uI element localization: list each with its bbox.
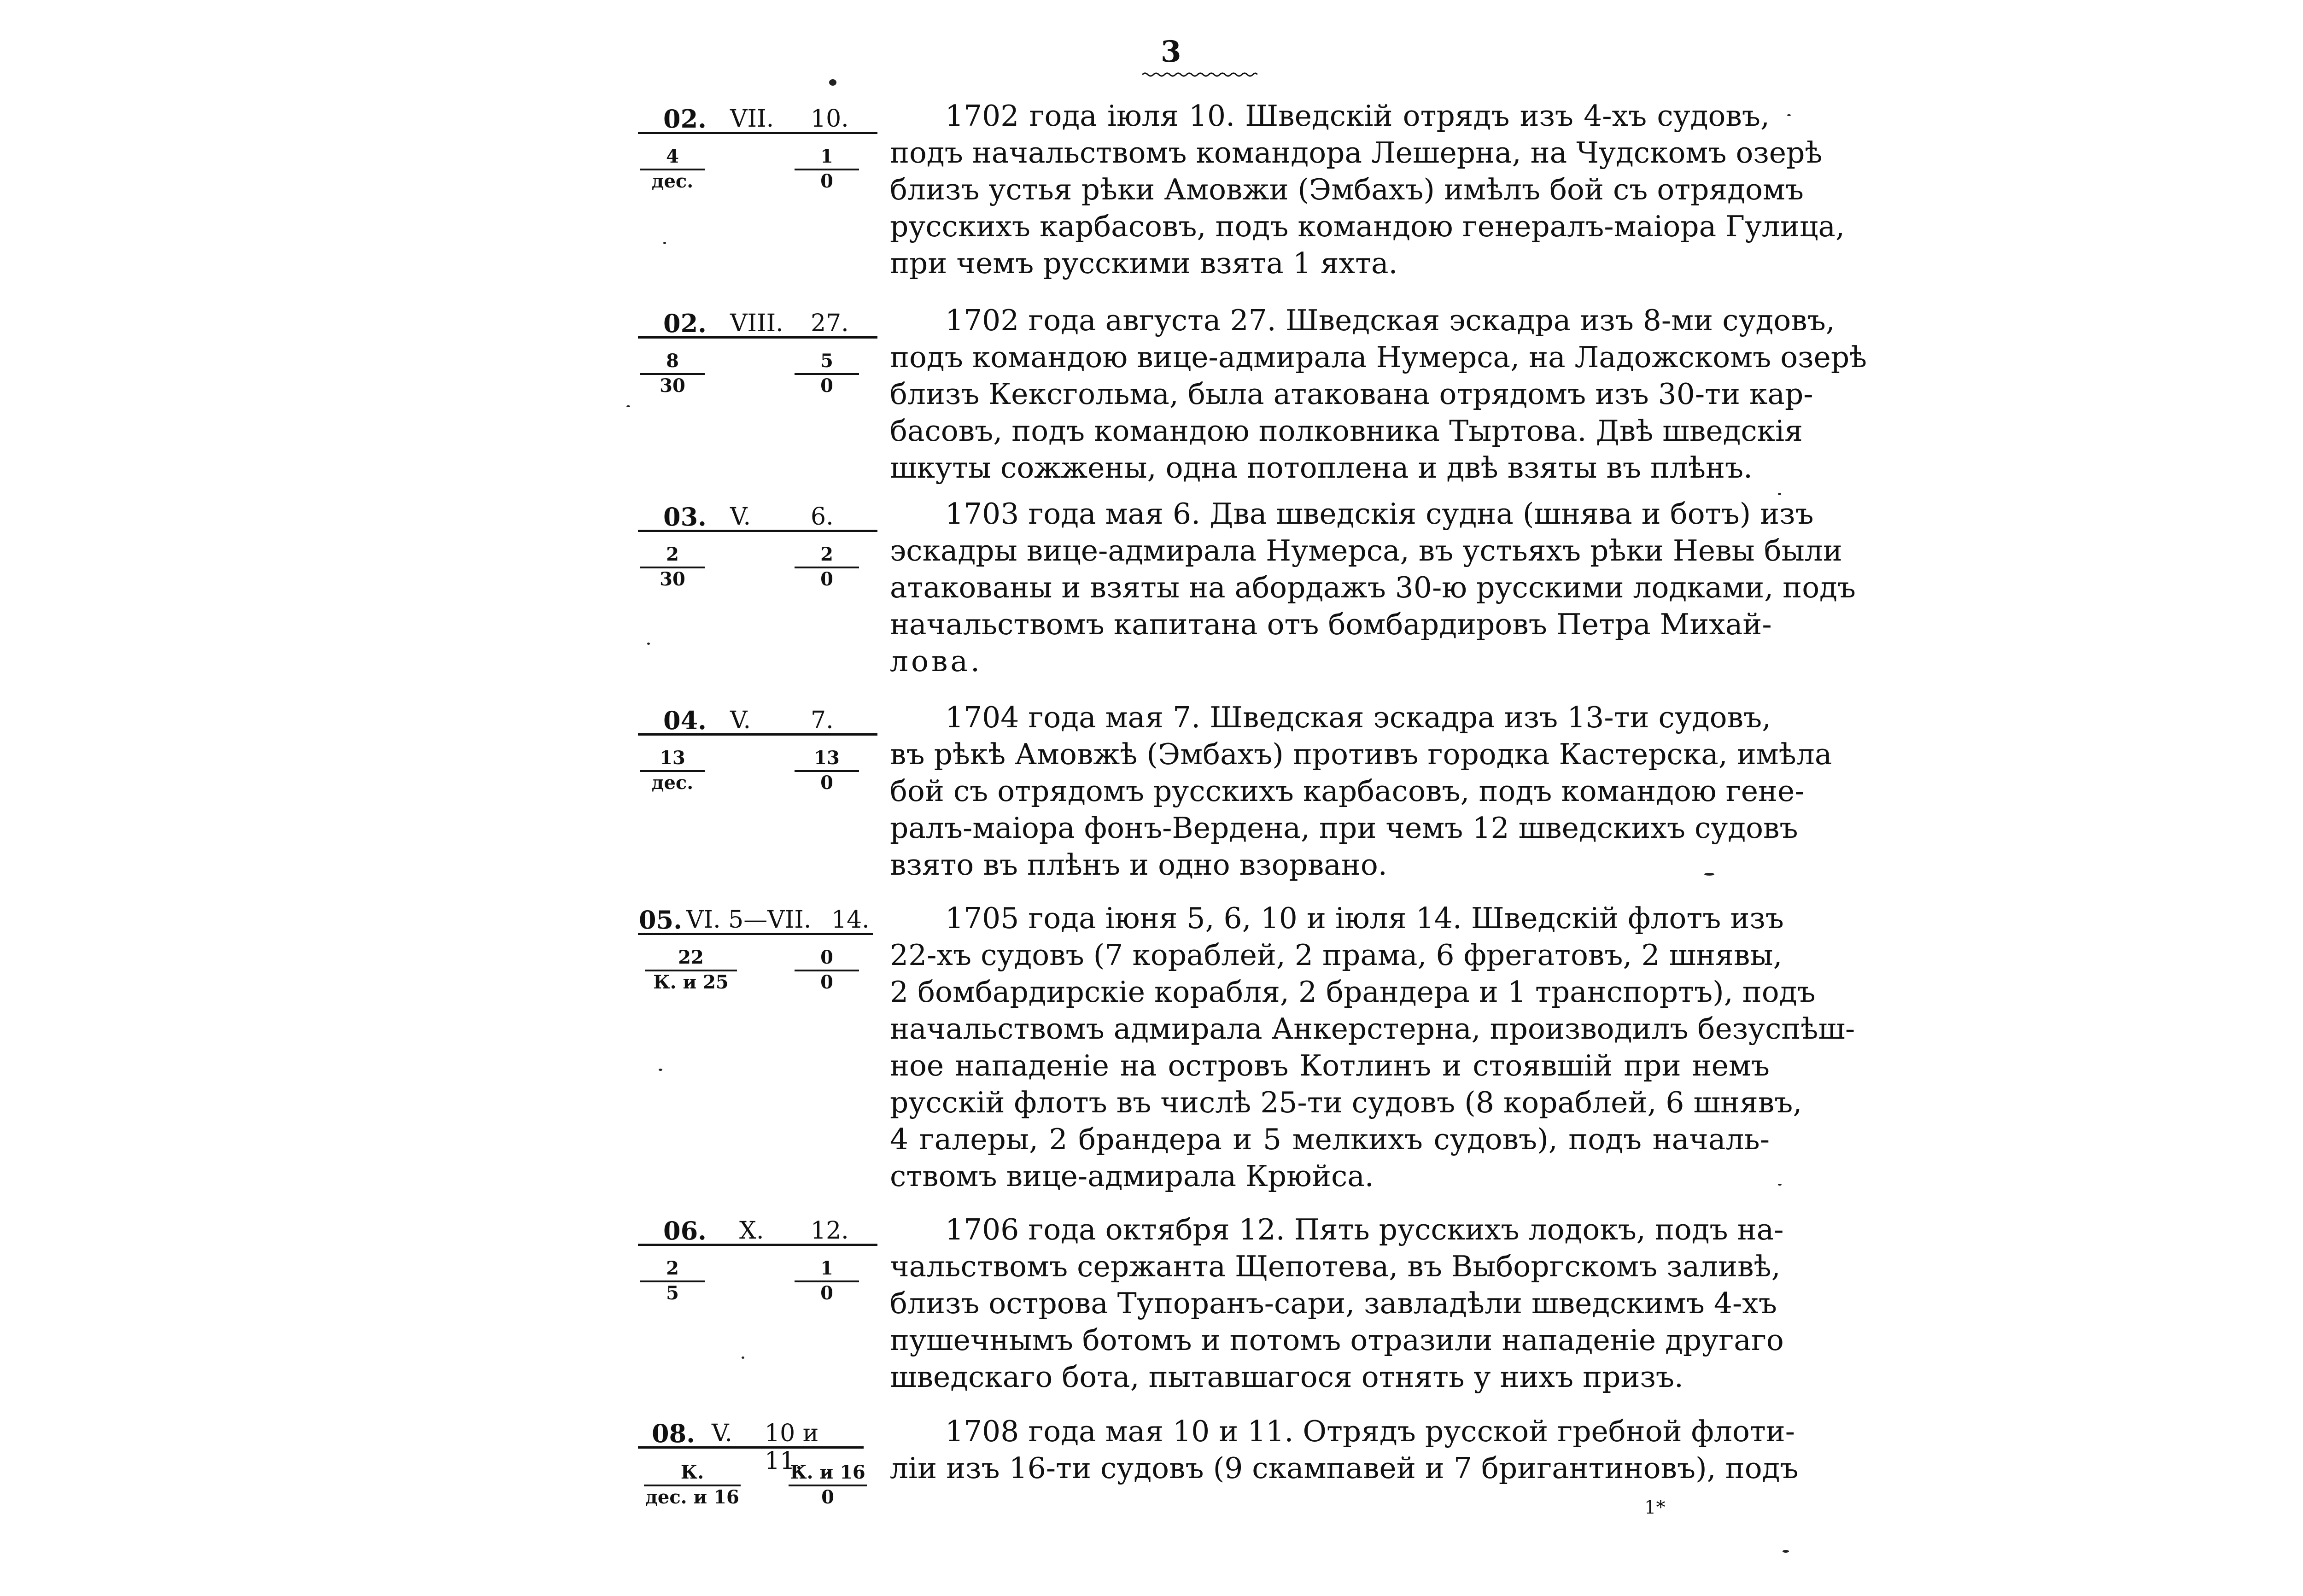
text-line: чальствомъ сержанта Щепотева, въ Выборгскомъ заливѣ, [890,1250,1781,1283]
text-line: 1703 года мая 6. Два шведскія судна (шнява и ботъ) изъ [945,497,1814,531]
text-line: русскій флотъ въ числѣ 25-ти судовъ (8 кораблей, 6 шнявъ, [890,1086,1802,1119]
text-line: 1706 года октября 12. Пять русскихъ лодокъ, подъ на- [945,1213,1784,1246]
text-line: русскихъ карбасовъ, подъ командою генералъ-маіора Гулица, [890,210,1845,243]
entry-date-header [638,1216,877,1246]
left-force-fraction [640,146,705,192]
entry-day: 10. [811,105,849,133]
text-line: шведскаго бота, пытавшагося отнять у нихъ призъ. [890,1360,1683,1394]
entry-month: V. [730,707,751,734]
right-fraction-denominator: 0 [820,971,833,993]
text-line: басовъ, подъ командою полковника Тыртова. Двѣ шведскія [890,414,1803,448]
right-force-fraction [795,544,859,590]
text-line: бой съ отрядомъ русскихъ карбасовъ, подъ командою гене- [890,774,1805,808]
page-number-wavy-rule [1142,71,1257,78]
left-fraction-denominator: 30 [660,375,685,397]
left-fraction-denominator: 5 [666,1282,679,1304]
text-line: 1702 года іюля 10. Шведскій отрядъ изъ 4-хъ судовъ, [945,99,1770,133]
entry-text [890,496,1856,680]
scan-speck [663,242,666,244]
right-fraction-denominator: 0 [820,1282,833,1304]
left-fraction-numerator: 22 [645,947,737,971]
text-line: пушечнымъ ботомъ и потомъ отразили нападеніе другаго [890,1323,1784,1357]
text-line: ралъ-маіора фонъ-Вердена, при чемъ 12 шведскихъ судовъ [890,811,1798,845]
text-line: при чемъ русскими взята 1 яхта. [890,246,1398,280]
text-line: 1708 года мая 10 и 11. Отрядъ русской гребной флоти- [945,1415,1795,1448]
right-force-fraction [795,351,859,396]
page-number: 3 [1161,35,1181,69]
scan-speck [1778,493,1781,495]
text-line: 1705 года іюня 5, 6, 10 и іюля 14. Шведскій флотъ изъ [945,901,1784,935]
entry-month: VII. [730,105,774,133]
right-force-fraction [795,146,859,192]
text-line: 1702 года августа 27. Шведская эскадра изъ 8-ми судовъ, [945,304,1835,337]
right-fraction-denominator: 0 [820,170,833,192]
entry-day: 12. [811,1217,849,1245]
entry-month: VIII. [730,310,783,337]
entry-text [890,699,1832,883]
left-fraction-denominator: дес. [651,772,694,794]
right-fraction-denominator: 0 [820,568,833,590]
text-line: въ рѣкѣ Амовжѣ (Эмбахъ) противъ городка Кастерска, имѣла [890,737,1832,771]
scan-speck [1704,873,1714,876]
entry-day: 14. [831,906,870,934]
right-fraction-numerator: 1 [795,146,859,170]
left-fraction-numerator: 8 [640,351,705,375]
signature-mark: 1* [1644,1497,1666,1518]
right-fraction-denominator: 0 [820,375,833,397]
left-force-fraction [640,1258,705,1304]
entry-text [890,98,1845,282]
right-fraction-numerator: 5 [795,351,859,375]
right-fraction-numerator: 1 [795,1258,859,1282]
right-force-fraction [789,1462,867,1508]
entry-date-header [638,905,873,935]
right-fraction-denominator: 0 [820,772,833,794]
entry-text [890,900,1855,1195]
right-fraction-numerator: 2 [795,544,859,568]
entry-month: V. [730,503,751,531]
text-line: близъ Кексгольма, была атакована отрядомъ изъ 30-ти кар- [890,377,1813,411]
scan-speck [1787,114,1791,116]
entry-day: 10 и 11. [765,1420,819,1475]
text-line: близъ острова Тупоранъ-сари, завладѣли шведскимъ 4-хъ [890,1286,1777,1320]
entry-year: 06. [663,1216,707,1245]
left-force-fraction [640,748,705,793]
entry-date-header [638,104,877,134]
scan-speck [659,1069,662,1071]
scan-speck [1778,1184,1782,1186]
scan-speck [626,405,630,407]
text-line: эскадры вице-адмирала Нумерса, въ устьяхъ рѣки Невы были [890,534,1842,567]
right-fraction-numerator: 13 [795,748,859,772]
scan-speck [742,1356,744,1359]
left-fraction-denominator: К. и 25 [653,971,729,993]
left-fraction-numerator: 2 [640,544,705,568]
scan-speck [829,79,836,86]
entry-day: 6. [811,503,834,531]
entry-text [890,1211,1784,1396]
left-fraction-denominator: дес. [651,170,694,192]
entry-year: 02. [663,104,707,134]
text-line: подъ начальствомъ командора Лешерна, на Чудскомъ озерѣ [890,136,1823,170]
text-line: подъ командою вице-адмирала Нумерса, на Ладожскомъ озерѣ [890,340,1867,374]
right-fraction-denominator: 0 [821,1486,834,1508]
entry-year: 05. [639,905,682,935]
left-force-fraction [640,351,705,396]
scan-speck [647,643,650,645]
right-force-fraction [795,1258,859,1304]
entry-year: 03. [663,502,707,532]
right-force-fraction [795,947,859,993]
text-line: ліи изъ 16-ти судовъ (9 скампавей и 7 бригантиновъ), подъ [890,1451,1799,1485]
entry-date-header [638,309,877,339]
text-line: атакованы и взяты на абордажъ 30-ю русскими лодками, подъ [890,571,1856,604]
text-line: шкуты сожжены, одна потоплена и двѣ взяты въ плѣнъ. [890,451,1753,485]
right-fraction-numerator: 0 [795,947,859,971]
entry-date-header [638,502,877,532]
text-line: 22-хъ судовъ (7 кораблей, 2 прама, 6 фрегатовъ, 2 шнявы, [890,938,1783,972]
text-line: 2 бомбардирскіе корабля, 2 брандера и 1 транспортъ), подъ [890,975,1816,1009]
left-force-fraction [644,1462,741,1508]
left-fraction-numerator: 2 [640,1258,705,1282]
entry-month: X. [739,1217,764,1245]
right-fraction-numerator: К. и 16 [789,1462,867,1486]
text-line: ствомъ вице-адмирала Крюйса. [890,1159,1374,1193]
text-line: 1704 года мая 7. Шведская эскадра изъ 13-ти судовъ, [945,701,1771,734]
text-line: 4 галеры, 2 брандера и 5 мелкихъ судовъ), подъ началь- [890,1122,1770,1156]
left-force-fraction [640,544,705,590]
entry-day: 7. [811,707,834,734]
left-fraction-numerator: 4 [640,146,705,170]
entry-day: 27. [811,310,849,337]
left-fraction-numerator: 13 [640,748,705,772]
left-force-fraction [645,947,737,993]
text-line: взято въ плѣнъ и одно взорвано. [890,848,1387,882]
entry-year: 02. [663,309,707,338]
left-fraction-numerator: К. [644,1462,741,1486]
entry-date-header [638,706,877,736]
right-force-fraction [795,748,859,793]
entry-year: 08. [652,1419,695,1448]
text-line: начальствомъ адмирала Анкерстерна, производилъ безуспѣш- [890,1012,1855,1046]
entry-month: VI. 5—VII. [686,906,812,934]
entry-month: V. [712,1420,732,1447]
left-fraction-denominator: 30 [660,568,685,590]
entry-text [890,1413,1799,1487]
entry-year: 04. [663,706,707,735]
scan-speck [1783,1550,1789,1553]
left-fraction-denominator: дес. и 16 [645,1486,739,1508]
text-line: ное нападеніе на островъ Котлинъ и стоявшій при немъ [890,1049,1770,1082]
text-line: начальствомъ капитана отъ бомбардировъ Петра Михай- [890,608,1772,641]
text-line: близъ устья рѣки Амовжи (Эмбахъ) имѣлъ бой съ отрядомъ [890,173,1804,206]
entry-text [890,302,1867,486]
text-line: лова. [890,644,983,678]
